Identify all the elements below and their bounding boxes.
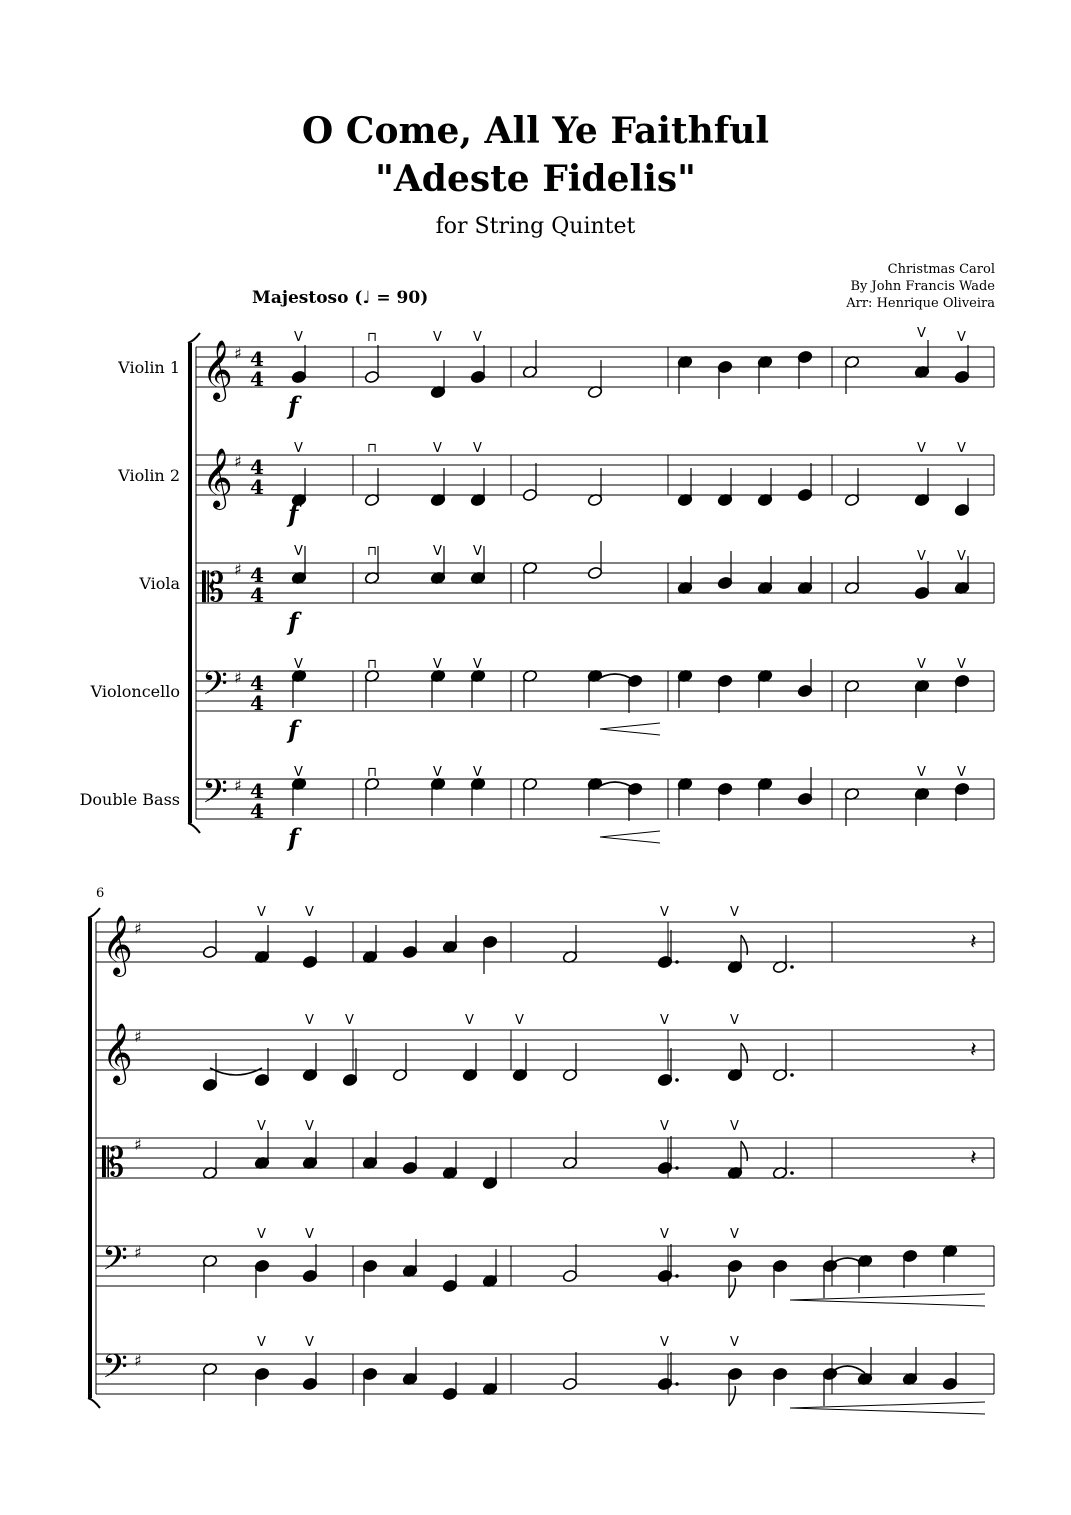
bracket-top	[188, 333, 200, 343]
up-bow-icon: V	[473, 765, 482, 780]
sharp-icon: ♯	[134, 1243, 142, 1262]
credit-source: Christmas Carol	[887, 262, 995, 277]
sharp-icon: ♯	[234, 452, 242, 471]
tempo-bpm: = 90)	[370, 288, 429, 308]
treble-clef-icon: 𝄞	[102, 915, 133, 975]
bracket-bottom	[88, 1398, 100, 1408]
up-bow-icon: V	[917, 765, 926, 780]
down-bow-icon: ⊓	[367, 330, 378, 345]
sharp-icon: ♯	[134, 1135, 142, 1154]
up-bow-icon: V	[730, 1227, 739, 1242]
up-bow-icon: V	[957, 330, 966, 345]
up-bow-icon: V	[730, 1119, 739, 1134]
up-bow-icon: V	[957, 657, 966, 672]
up-bow-icon: V	[345, 1013, 354, 1028]
flag	[729, 1386, 735, 1406]
time-signature-top: 4	[250, 671, 264, 695]
tempo-label: Majestoso (	[252, 288, 363, 308]
system-bracket	[188, 343, 192, 823]
slur	[210, 1068, 262, 1075]
up-bow-icon: V	[473, 657, 482, 672]
crescendo-hairpin	[790, 1294, 985, 1306]
treble-clef-icon: 𝄞	[202, 340, 233, 400]
instrument-label-cello: Violoncello	[90, 682, 180, 701]
quarter-note-icon: ♩	[362, 288, 371, 308]
down-bow-icon: ⊓	[367, 441, 378, 456]
up-bow-icon: V	[917, 441, 926, 456]
bracket-bottom	[188, 823, 200, 833]
up-bow-icon: V	[433, 657, 442, 672]
bracket-top	[88, 908, 100, 918]
up-bow-icon: V	[294, 544, 303, 559]
treble-clef-icon: 𝄞	[102, 1023, 133, 1083]
up-bow-icon: V	[957, 441, 966, 456]
bass-clef-icon: 𝄢	[202, 665, 228, 711]
credit-composer: By John Francis Wade	[850, 279, 995, 294]
alto-clef-icon: 𝄡	[202, 565, 225, 611]
sharp-icon: ♯	[234, 668, 242, 687]
time-signature-top: 4	[250, 779, 264, 803]
quarter-rest-icon: 𝄽	[970, 930, 977, 955]
up-bow-icon: V	[917, 326, 926, 341]
sharp-icon: ♯	[134, 919, 142, 938]
up-bow-icon: V	[730, 1335, 739, 1350]
up-bow-icon: V	[433, 765, 442, 780]
credit-arranger: Arr: Henrique Oliveira	[846, 296, 995, 311]
dot	[790, 965, 794, 969]
down-bow-icon: ⊓	[367, 657, 378, 672]
up-bow-icon: V	[660, 1335, 669, 1350]
instrument-label-violin2: Violin 2	[118, 466, 180, 485]
time-signature-bottom: 4	[250, 691, 264, 715]
bass-clef-icon: 𝄢	[202, 773, 228, 819]
up-bow-icon: V	[515, 1013, 524, 1028]
sharp-icon: ♯	[234, 776, 242, 795]
down-bow-icon: ⊓	[367, 544, 378, 559]
time-signature-bottom: 4	[250, 583, 264, 607]
up-bow-icon: V	[294, 765, 303, 780]
time-signature-bottom: 4	[250, 475, 264, 499]
score-title: O Come, All Ye Faithful	[301, 110, 770, 152]
up-bow-icon: V	[473, 441, 482, 456]
up-bow-icon: V	[473, 544, 482, 559]
down-bow-icon: ⊓	[367, 765, 378, 780]
up-bow-icon: V	[730, 1013, 739, 1028]
flag	[729, 1278, 735, 1298]
treble-clef-icon: 𝄞	[202, 448, 233, 508]
up-bow-icon: V	[433, 441, 442, 456]
up-bow-icon: V	[294, 657, 303, 672]
crescendo-hairpin	[790, 1402, 985, 1414]
measure-number: 6	[96, 886, 105, 901]
instrument-label-bass: Double Bass	[79, 790, 180, 809]
dot	[675, 1166, 679, 1170]
crescendo-hairpin	[600, 831, 660, 843]
quarter-rest-icon: 𝄽	[970, 1146, 977, 1171]
up-bow-icon: V	[257, 905, 266, 920]
up-bow-icon: V	[257, 1227, 266, 1242]
dynamic-forte: f	[288, 823, 299, 852]
dynamic-forte: f	[288, 499, 299, 528]
score-subtitle: for String Quintet	[435, 214, 636, 239]
up-bow-icon: V	[294, 330, 303, 345]
up-bow-icon: V	[957, 549, 966, 564]
dot	[675, 1078, 679, 1082]
quarter-rest-icon: 𝄽	[970, 1038, 977, 1063]
dot	[790, 1073, 794, 1077]
time-signature-top: 4	[250, 347, 264, 371]
up-bow-icon: V	[305, 905, 314, 920]
dot	[675, 1274, 679, 1278]
up-bow-icon: V	[433, 330, 442, 345]
dynamic-forte: f	[288, 607, 299, 636]
dynamic-forte: f	[288, 715, 299, 744]
up-bow-icon: V	[660, 1227, 669, 1242]
up-bow-icon: V	[660, 905, 669, 920]
up-bow-icon: V	[305, 1227, 314, 1242]
up-bow-icon: V	[294, 441, 303, 456]
instrument-label-violin1: Violin 1	[118, 358, 180, 377]
up-bow-icon: V	[257, 1335, 266, 1350]
time-signature-top: 4	[250, 455, 264, 479]
up-bow-icon: V	[660, 1013, 669, 1028]
up-bow-icon: V	[660, 1119, 669, 1134]
up-bow-icon: V	[465, 1013, 474, 1028]
up-bow-icon: V	[730, 905, 739, 920]
score-title-alt: "Adeste Fidelis"	[375, 158, 696, 200]
dot	[790, 1171, 794, 1175]
sharp-icon: ♯	[234, 560, 242, 579]
system-bracket	[88, 918, 92, 1398]
alto-clef-icon: 𝄡	[102, 1140, 125, 1186]
sharp-icon: ♯	[134, 1351, 142, 1370]
time-signature-top: 4	[250, 563, 264, 587]
time-signature-bottom: 4	[250, 799, 264, 823]
time-signature-bottom: 4	[250, 367, 264, 391]
up-bow-icon: V	[257, 1119, 266, 1134]
sharp-icon: ♯	[234, 344, 242, 363]
dot	[675, 960, 679, 964]
up-bow-icon: V	[957, 765, 966, 780]
sharp-icon: ♯	[134, 1027, 142, 1046]
up-bow-icon: V	[305, 1119, 314, 1134]
dynamic-forte: f	[288, 391, 299, 420]
bass-clef-icon: 𝄢	[102, 1348, 128, 1394]
up-bow-icon: V	[917, 657, 926, 672]
bass-clef-icon: 𝄢	[102, 1240, 128, 1286]
up-bow-icon: V	[305, 1013, 314, 1028]
up-bow-icon: V	[433, 544, 442, 559]
instrument-label-viola: Viola	[139, 574, 180, 593]
up-bow-icon: V	[305, 1335, 314, 1350]
crescendo-hairpin	[600, 723, 660, 735]
up-bow-icon: V	[473, 330, 482, 345]
up-bow-icon: V	[917, 549, 926, 564]
dot	[675, 1382, 679, 1386]
